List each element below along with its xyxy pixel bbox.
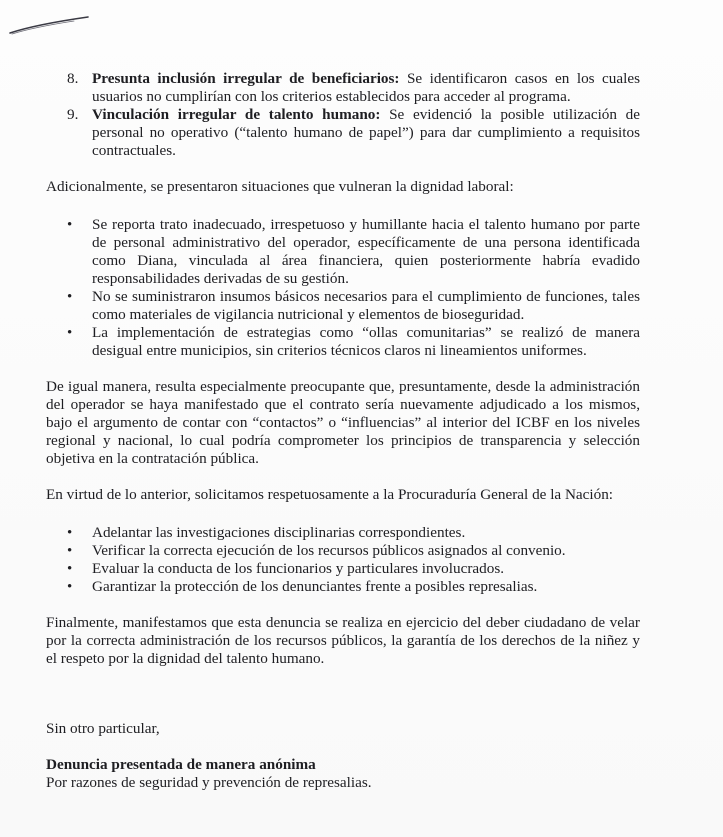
- item-number: 8.: [67, 70, 79, 87]
- list-item: • Evaluar la conducta de los funcionarios y particulares involucrados.: [92, 560, 640, 578]
- signature-block: [46, 756, 640, 792]
- item-text: Se evidenció la posible utilización de personal no operativo (“talento humano de papel”) para dar cumplimiento a requisitos contractuales.: [92, 106, 641, 159]
- list-item: [67, 70, 641, 106]
- salutation: Sin otro particular,: [46, 720, 160, 737]
- item-number: 9.: [67, 106, 79, 123]
- signature-note: Por razones de seguridad y prevención de represalias.: [46, 774, 372, 791]
- dignity-list: [46, 216, 640, 360]
- list-item: • Garantizar la protección de los denunciantes frente a posibles represalias.: [92, 578, 640, 596]
- signature-title: Denuncia presentada de manera anónima: [46, 756, 316, 773]
- request-intro: En virtud de lo anterior, solicitamos respetuosamente a la Procuraduría General de la Nación:: [46, 486, 614, 503]
- item-title: Presunta inclusión irregular de beneficiarios:: [92, 70, 400, 87]
- item-title: Vinculación irregular de talento humano:: [92, 106, 381, 123]
- list-item: • No se suministraron insumos básicos necesarios para el cumplimiento de funciones, tales como materiales de vigilancia nutricional y elementos de bioseguridad.: [92, 288, 640, 324]
- closing-paragraph: Finalmente, manifestamos que esta denuncia se realiza en ejercicio del deber ciudadano de velar por la correcta administración de los recursos públicos, la garantía de los derechos de la niñez y el respeto por la dignidad del talento humano.: [46, 614, 640, 667]
- dignity-intro: Adicionalmente, se presentaron situaciones que vulneran la dignidad laboral:: [46, 178, 514, 195]
- item-text: Se identificaron casos en los cuales usuarios no cumplirían con los criterios establecidos para acceder al programa.: [92, 70, 641, 105]
- request-list: [46, 524, 640, 596]
- irregularities-list: [46, 70, 640, 160]
- pen-stroke-mark: [8, 13, 92, 37]
- list-item: [67, 106, 641, 160]
- list-item: • La implementación de estrategias como “ollas comunitarias” se realizó de manera desigual entre municipios, sin criterios técnicos claros ni lineamientos uniformes.: [92, 324, 640, 360]
- list-item: • Adelantar las investigaciones disciplinarias correspondientes.: [92, 524, 640, 542]
- document-body: [46, 70, 640, 792]
- concern-paragraph: De igual manera, resulta especialmente preocupante que, presuntamente, desde la administración del operador se haya manifestado que el contrato sería nuevamente adjudicado a los mismos, bajo el argumento de contar con “contactos” o “influencias” al interior del ICBF en los niveles regional y nacional, lo cual podría comprometer los principios de transparencia y selección objetiva en la contratación pública.: [46, 378, 640, 467]
- list-item: • Verificar la correcta ejecución de los recursos públicos asignados al convenio.: [92, 542, 640, 560]
- list-item: • Se reporta trato inadecuado, irrespetuoso y humillante hacia el talento humano por parte de personal administrativo del operador, específicamente de una persona identificada como Diana, vinculada al área financiera, quien posteriormente habría evadido responsabilidades derivadas de su gestión.: [92, 216, 640, 288]
